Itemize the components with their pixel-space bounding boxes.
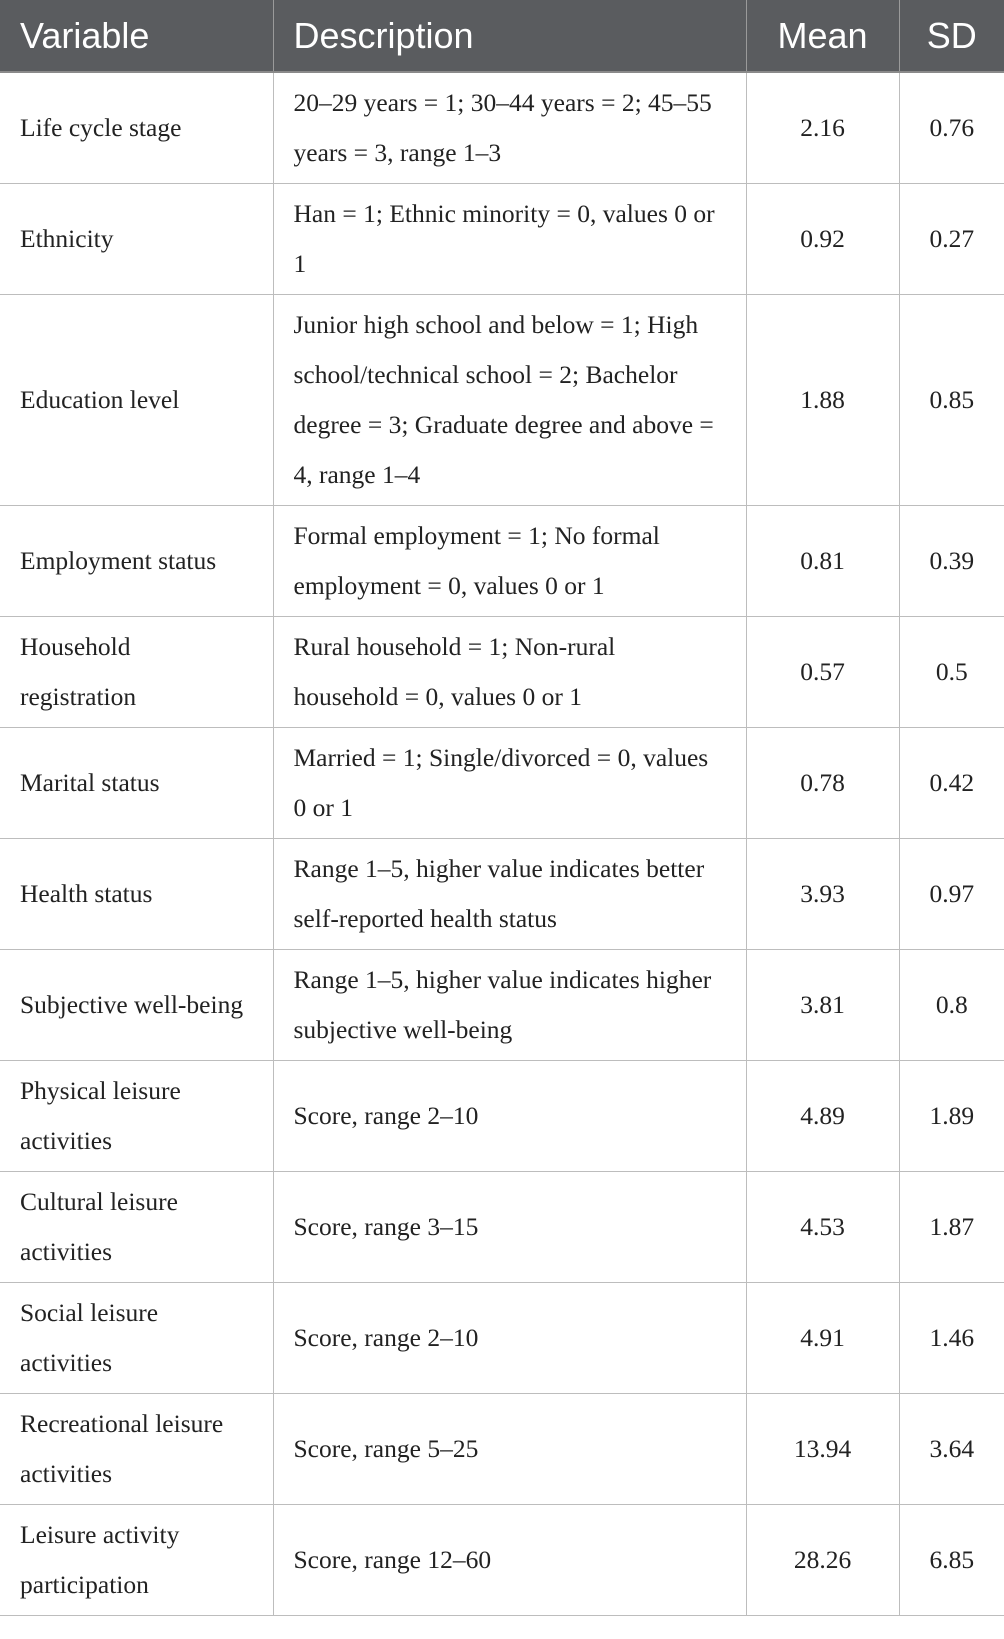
mean-cell: 0.92 [746, 183, 899, 294]
table-row [0, 616, 1004, 727]
table-row [0, 727, 1004, 838]
sd-cell: 1.87 [899, 1171, 1004, 1282]
table-row [0, 1282, 1004, 1393]
description-cell: Score, range 3–15 [273, 1171, 746, 1282]
variable-cell: Physical leisure activities [0, 1060, 273, 1171]
description-cell: Han = 1; Ethnic minority = 0, values 0 or 1 [273, 183, 746, 294]
variable-cell: Education level [0, 294, 273, 505]
table-row [0, 183, 1004, 294]
sd-cell: 0.5 [899, 616, 1004, 727]
variable-cell: Health status [0, 838, 273, 949]
table-row [0, 294, 1004, 505]
mean-cell: 13.94 [746, 1393, 899, 1504]
mean-cell: 1.88 [746, 294, 899, 505]
mean-cell: 4.91 [746, 1282, 899, 1393]
sd-cell: 6.85 [899, 1504, 1004, 1615]
sd-cell: 0.42 [899, 727, 1004, 838]
description-cell: Score, range 2–10 [273, 1282, 746, 1393]
description-cell: Score, range 12–60 [273, 1504, 746, 1615]
description-cell: Score, range 5–25 [273, 1393, 746, 1504]
sd-cell: 0.85 [899, 294, 1004, 505]
table-row [0, 838, 1004, 949]
table-row [0, 1504, 1004, 1615]
header-mean: Mean [746, 0, 899, 72]
table-row [0, 1060, 1004, 1171]
variable-cell: Marital status [0, 727, 273, 838]
description-cell: Married = 1; Single/divorced = 0, values 0 or 1 [273, 727, 746, 838]
table-row [0, 505, 1004, 616]
variable-cell: Leisure activity participation [0, 1504, 273, 1615]
mean-cell: 4.53 [746, 1171, 899, 1282]
sd-cell: 3.64 [899, 1393, 1004, 1504]
variable-cell: Life cycle stage [0, 72, 273, 183]
table-header-row [0, 0, 1004, 72]
sd-cell: 0.27 [899, 183, 1004, 294]
variable-cell: Social leisure activities [0, 1282, 273, 1393]
table-row [0, 1393, 1004, 1504]
variable-cell: Recreational leisure activities [0, 1393, 273, 1504]
variable-cell: Employment status [0, 505, 273, 616]
mean-cell: 3.93 [746, 838, 899, 949]
description-cell: Formal employment = 1; No formal employment = 0, values 0 or 1 [273, 505, 746, 616]
mean-cell: 0.57 [746, 616, 899, 727]
mean-cell: 3.81 [746, 949, 899, 1060]
mean-cell: 0.78 [746, 727, 899, 838]
variable-cell: Ethnicity [0, 183, 273, 294]
sd-cell: 0.76 [899, 72, 1004, 183]
mean-cell: 2.16 [746, 72, 899, 183]
sd-cell: 1.46 [899, 1282, 1004, 1393]
description-cell: Rural household = 1; Non-rural household = 0, values 0 or 1 [273, 616, 746, 727]
mean-cell: 28.26 [746, 1504, 899, 1615]
variable-cell: Subjective well-being [0, 949, 273, 1060]
description-cell: 20–29 years = 1; 30–44 years = 2; 45–55 years = 3, range 1–3 [273, 72, 746, 183]
variable-cell: Household registration [0, 616, 273, 727]
description-cell: Score, range 2–10 [273, 1060, 746, 1171]
mean-cell: 4.89 [746, 1060, 899, 1171]
description-cell: Junior high school and below = 1; High school/technical school = 2; Bachelor degree = 3; Graduate degree and above = 4, range 1–4 [273, 294, 746, 505]
table-row [0, 949, 1004, 1060]
header-sd: SD [899, 0, 1004, 72]
variable-cell: Cultural leisure activities [0, 1171, 273, 1282]
description-cell: Range 1–5, higher value indicates better self-reported health status [273, 838, 746, 949]
mean-cell: 0.81 [746, 505, 899, 616]
sd-cell: 1.89 [899, 1060, 1004, 1171]
header-description: Description [273, 0, 746, 72]
sd-cell: 0.97 [899, 838, 1004, 949]
description-cell: Range 1–5, higher value indicates higher subjective well-being [273, 949, 746, 1060]
table-row [0, 72, 1004, 183]
sd-cell: 0.8 [899, 949, 1004, 1060]
header-variable: Variable [0, 0, 273, 72]
sd-cell: 0.39 [899, 505, 1004, 616]
table-row [0, 1171, 1004, 1282]
